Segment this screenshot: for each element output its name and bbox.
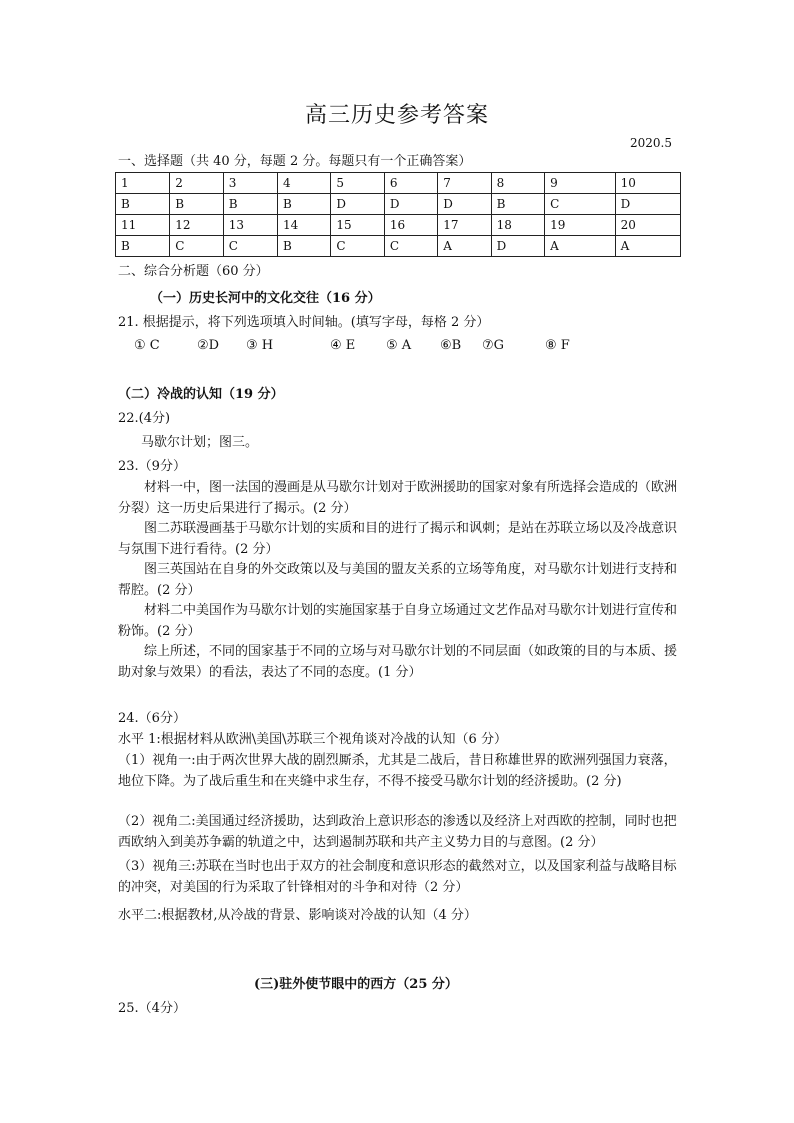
answer-table-cell: B xyxy=(116,236,170,257)
answer-table-cell: B xyxy=(277,236,330,257)
answer-table-cell: 14 xyxy=(277,215,330,236)
q23-paragraph: 材料二中美国作为马歇尔计划的实施国家基于自身立场通过文艺作品对马歇尔计划进行宣传和粉饰。(2 分） xyxy=(118,603,678,639)
page-title: 高三历史参考答案 xyxy=(304,103,489,128)
answer-table-cell: D xyxy=(384,194,437,215)
q24-perspective: （3）视角三:苏联在当时也出于双方的社会制度和意识形态的截然对立，以及国家利益与战略目标的冲突，对美国的行为采取了针锋相对的斗争和对待（2 分） xyxy=(118,859,677,895)
q24-perspective: （2）视角二:美国通过经济援助，达到政治上意识形态的渗透以及经济上对西欧的控制，同时也把西欧纳入到美苏争霸的轨道之中，达到遏制苏联和共产主义势力目的与意图。(2 分） xyxy=(118,814,677,850)
answer-table-cell: 3 xyxy=(223,173,277,194)
answer-table-cell: 11 xyxy=(116,215,170,236)
answer-table-cell: C xyxy=(170,236,223,257)
q22-answer: 马歇尔计划；图三。 xyxy=(141,435,259,450)
q24-perspective: （1）视角一:由于两次世界大战的剧烈厮杀，尤其是二战后，昔日称雄世界的欧洲列强国力衰落，地位下降。为了战后重生和在夹缝中求生存，不得不接受马歇尔计划的经济援助。(2 分) xyxy=(118,753,677,789)
q24-level2: 水平二:根据教材,从冷战的背景、影响谈对冷战的认知（4 分） xyxy=(118,908,477,923)
q21-option: ⑧ F xyxy=(545,338,570,353)
answer-table-cell: C xyxy=(384,236,437,257)
q21-option: ⑤ A xyxy=(386,338,412,353)
q23-paragraph: 综上所述，不同的国家基于不同的立场与对马歇尔计划的不同层面（如政策的目的与本质、援助对象与效果）的看法，表达了不同的态度。(1 分） xyxy=(118,644,678,680)
answer-table-cell: 7 xyxy=(438,173,491,194)
answer-table-cell: 1 xyxy=(116,173,170,194)
q23-label: 23.（9分） xyxy=(118,459,186,474)
answer-table-cell: 8 xyxy=(491,173,544,194)
answer-table-cell: 10 xyxy=(615,173,680,194)
answer-table-cell: 16 xyxy=(384,215,437,236)
answer-table-cell: A xyxy=(615,236,680,257)
section1-heading: 一、选择题（共 40 分，每题 2 分。每题只有一个正确答案） xyxy=(118,154,472,169)
answer-table-cell: 2 xyxy=(170,173,223,194)
q21-option: ②D xyxy=(197,338,220,353)
q24-label: 24.（6分） xyxy=(118,711,186,726)
q23-paragraph: 材料一中，图一法国的漫画是从马歇尔计划对于欧洲援助的国家对象有所选择会造成的（欧洲分裂）这一历史后果进行了揭示。(2 分） xyxy=(118,480,678,516)
q21-prompt: 21. 根据提示，将下列选项填入时间轴。(填写字母，每格 2 分） xyxy=(118,315,490,330)
section2-heading: 二、综合分析题（60 分） xyxy=(118,264,269,279)
answer-table-cell: 15 xyxy=(331,215,384,236)
answer-table-cell: 17 xyxy=(438,215,491,236)
answer-table-cell: 4 xyxy=(277,173,330,194)
answer-table-cell: 19 xyxy=(545,215,615,236)
answer-table-cell: B xyxy=(277,194,330,215)
answer-table-cell: 12 xyxy=(170,215,223,236)
answer-table-cell: 13 xyxy=(223,215,277,236)
answer-table-row xyxy=(116,215,681,236)
answer-table-cell: D xyxy=(615,194,680,215)
answer-table-cell: D xyxy=(438,194,491,215)
answer-table-row xyxy=(116,236,681,257)
answer-table-cell: B xyxy=(170,194,223,215)
answer-table-cell: 5 xyxy=(331,173,384,194)
answer-table-row xyxy=(116,194,681,215)
answer-table-cell: D xyxy=(491,236,544,257)
answer-table-cell: 9 xyxy=(545,173,615,194)
q24-level1: 水平 1:根据材料从欧洲\美国\苏联三个视角谈对冷战的认知（6 分） xyxy=(118,732,507,747)
q21-option: ① C xyxy=(134,338,160,353)
date-label: 2020.5 xyxy=(630,136,672,150)
answer-table-cell: A xyxy=(545,236,615,257)
q21-option: ⑦G xyxy=(482,338,505,353)
answer-table-cell: 18 xyxy=(491,215,544,236)
answer-table-cell: C xyxy=(223,236,277,257)
answer-table-row xyxy=(116,173,681,194)
answer-table xyxy=(115,172,681,257)
answer-table-cell: C xyxy=(545,194,615,215)
answer-table-cell: A xyxy=(438,236,491,257)
q25-label: 25.（4分） xyxy=(118,1001,186,1016)
q22-label: 22.(4分) xyxy=(118,411,171,426)
part2-heading: （二）冷战的认知（19 分） xyxy=(118,387,284,402)
part1-heading: （一）历史长河中的文化交往（16 分） xyxy=(150,291,381,306)
q21-option: ④ E xyxy=(330,338,356,353)
answer-table-cell: B xyxy=(116,194,170,215)
answer-table-cell: B xyxy=(223,194,277,215)
answer-table-cell: D xyxy=(331,194,384,215)
answer-table-cell: C xyxy=(331,236,384,257)
part3-heading: (三)驻外使节眼中的西方（25 分） xyxy=(254,977,458,992)
answer-table-cell: 20 xyxy=(615,215,680,236)
answer-table-cell: B xyxy=(491,194,544,215)
answer-table-cell: 6 xyxy=(384,173,437,194)
q21-option: ⑥B xyxy=(440,338,462,353)
q23-paragraph: 图二苏联漫画基于马歇尔计划的实质和目的进行了揭示和讽刺；是站在苏联立场以及冷战意识与氛围下进行看待。(2 分） xyxy=(118,521,678,557)
q23-paragraph: 图三英国站在自身的外交政策以及与美国的盟友关系的立场等角度，对马歇尔计划进行支持和帮腔。(2 分） xyxy=(118,562,678,598)
q21-option: ③ H xyxy=(246,338,274,353)
